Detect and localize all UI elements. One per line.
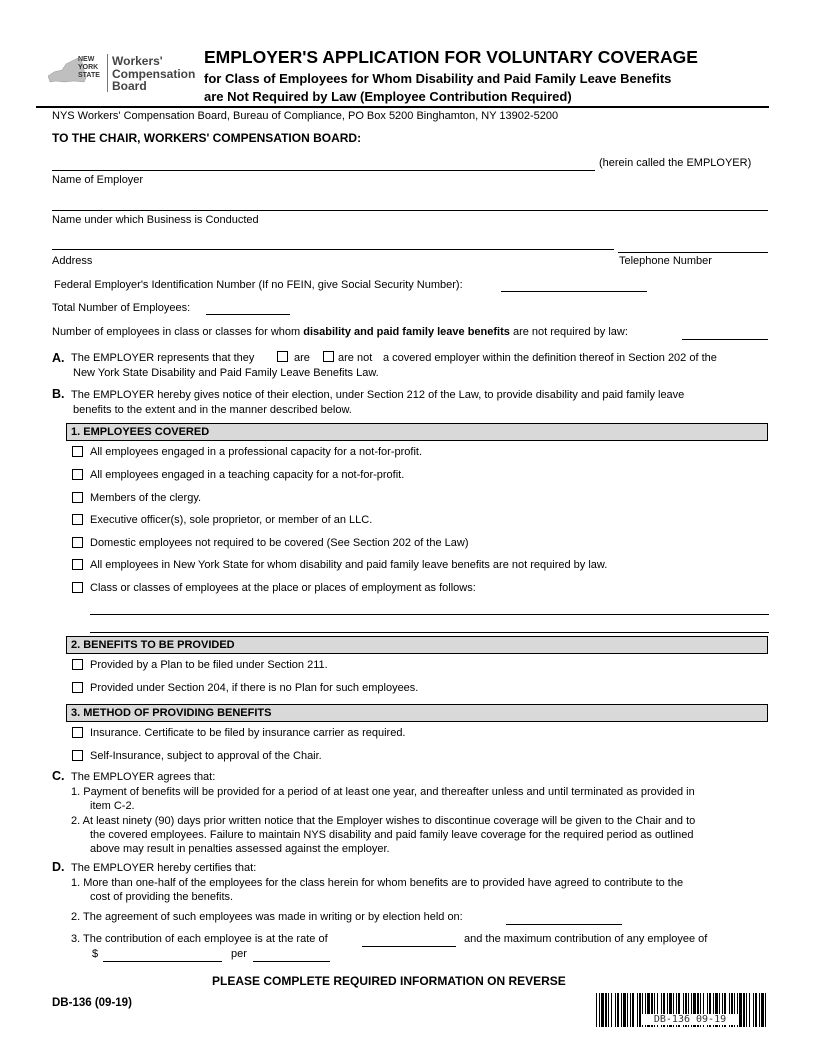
per-period-input[interactable] xyxy=(253,961,330,962)
class-description-line-1[interactable] xyxy=(90,614,769,615)
section-c-item-2-l3: above may result in penalties assessed against the employer. xyxy=(90,843,390,855)
barcode-label: DB-136 09-19 xyxy=(642,1014,738,1025)
section-c-item-1-l1: 1. Payment of benefits will be provided for a period of at least one year, and thereafter unless and until terminated as provided in xyxy=(71,786,695,798)
fein-label: Federal Employer's Identification Number (If no FEIN, give Social Security Number): xyxy=(54,279,463,291)
section-a-text-3: New York State Disability and Paid Family Leave Benefits Law. xyxy=(73,367,379,379)
method-option-1: Insurance. Certificate to be filed by insurance carrier as required. xyxy=(90,727,406,739)
section-d-item-3-post: and the maximum contribution of any employee of xyxy=(464,933,708,945)
covered-option-5: Domestic employees not required to be covered (See Section 202 of the Law) xyxy=(90,537,469,549)
section-c-intro: The EMPLOYER agrees that: xyxy=(71,771,216,783)
covered-option-6: All employees in New York State for whom disability and paid family leave benefits are not required by law. xyxy=(90,559,608,571)
reverse-notice: PLEASE COMPLETE REQUIRED INFORMATION ON REVERSE xyxy=(212,974,566,988)
agency-line-2: Compensation xyxy=(112,66,196,81)
fein-input[interactable] xyxy=(501,291,647,292)
section-d-item-1-l1: 1. More than one-half of the employees for the class herein for whom benefits are to provided have agreed to contribute to the xyxy=(71,877,684,889)
form-id: DB-136 (09-19) xyxy=(52,997,132,1009)
class-description-line-2[interactable] xyxy=(90,632,769,633)
section-c-letter: C. xyxy=(52,769,65,783)
employer-name-input[interactable] xyxy=(52,170,595,171)
herein-label: (herein called the EMPLOYER) xyxy=(599,157,752,169)
covered-checkbox-4[interactable] xyxy=(72,514,83,525)
total-employees-input[interactable] xyxy=(206,314,290,315)
agency-line-1: Workers' xyxy=(112,54,163,68)
section-c-item-2-l2: the covered employees. Failure to maintain NYS disability and paid family leave coverage for the required period as outlined xyxy=(90,829,694,841)
covered-option-1: All employees engaged in a professional capacity for a not-for-profit. xyxy=(90,446,423,458)
contribution-rate-input[interactable] xyxy=(362,946,456,947)
covered-checkbox-1[interactable] xyxy=(72,446,83,457)
address-label: Address xyxy=(52,255,93,267)
are-label: are xyxy=(294,352,310,364)
are-not-label: are not xyxy=(338,352,373,364)
logo-divider xyxy=(107,54,108,92)
agency-name xyxy=(112,55,195,93)
telephone-label: Telephone Number xyxy=(619,255,712,267)
class-employees-text-2: are not required by law: xyxy=(509,326,628,338)
are-not-checkbox[interactable] xyxy=(323,351,334,362)
form-subtitle-2: are Not Required by Law (Employee Contribution Required) xyxy=(204,89,572,104)
section-d-letter: D. xyxy=(52,860,65,874)
section-a-text-2: a covered employer within the definition thereof in Section 202 of the xyxy=(383,352,717,364)
method-checkbox-1[interactable] xyxy=(72,727,83,738)
header-rule xyxy=(36,106,769,108)
covered-option-3: Members of the clergy. xyxy=(90,492,202,504)
form-title: EMPLOYER'S APPLICATION FOR VOLUNTARY COVERAGE xyxy=(204,47,698,67)
covered-checkbox-3[interactable] xyxy=(72,492,83,503)
class-employees-label xyxy=(52,326,628,338)
are-checkbox[interactable] xyxy=(277,351,288,362)
section-b-letter: B. xyxy=(52,387,65,401)
logo-state-text: NEW YORK STATE xyxy=(78,56,100,79)
form-subtitle-1: for Class of Employees for Whom Disability and Paid Family Leave Benefits xyxy=(204,71,672,86)
covered-option-2: All employees engaged in a teaching capacity for a not-for-profit. xyxy=(90,469,405,481)
section-d-item-3-pre: 3. The contribution of each employee is at the rate of xyxy=(71,933,328,945)
section-b-text-2: benefits to the extent and in the manner described below. xyxy=(73,404,352,416)
agency-line-3: Board xyxy=(112,79,147,93)
covered-checkbox-2[interactable] xyxy=(72,469,83,480)
section-a-letter: A. xyxy=(52,351,65,365)
section-d-item-1-l2: cost of providing the benefits. xyxy=(90,891,234,903)
covered-checkbox-6[interactable] xyxy=(72,559,83,570)
section-d-item-2: 2. The agreement of such employees was made in writing or by election held on: xyxy=(71,911,463,923)
method-heading: 3. METHOD OF PROVIDING BENEFITS xyxy=(66,704,768,722)
to-chair-line: TO THE CHAIR, WORKERS' COMPENSATION BOARD: xyxy=(52,131,362,145)
class-employees-text-bold: disability and paid family leave benefits xyxy=(303,326,510,338)
benefits-checkbox-1[interactable] xyxy=(72,659,83,670)
class-employees-text-1: Number of employees in class or classes for whom xyxy=(52,326,304,338)
total-employees-label: Total Number of Employees: xyxy=(52,302,191,314)
board-address: NYS Workers' Compensation Board, Bureau of Compliance, PO Box 5200 Binghamton, NY 13902-5200 xyxy=(52,110,559,122)
covered-checkbox-7[interactable] xyxy=(72,582,83,593)
covered-option-4: Executive officer(s), sole proprietor, or member of an LLC. xyxy=(90,514,373,526)
business-name-label: Name under which Business is Conducted xyxy=(52,214,259,226)
benefits-heading: 2. BENEFITS TO BE PROVIDED xyxy=(66,636,768,654)
election-date-input[interactable] xyxy=(506,924,622,925)
section-c-item-2-l1: 2. At least ninety (90) days prior written notice that the Employer wishes to discontinue coverage will be given to the Chair and to xyxy=(71,815,696,827)
employees-covered-heading: 1. EMPLOYEES COVERED xyxy=(66,423,768,441)
method-option-2: Self-Insurance, subject to approval of the Chair. xyxy=(90,750,322,762)
covered-option-7: Class or classes of employees at the place or places of employment as follows: xyxy=(90,582,476,594)
method-checkbox-2[interactable] xyxy=(72,750,83,761)
telephone-input[interactable] xyxy=(618,252,768,253)
section-c-item-1-l2: item C-2. xyxy=(90,800,135,812)
section-d-intro: The EMPLOYER hereby certifies that: xyxy=(71,862,257,874)
covered-checkbox-5[interactable] xyxy=(72,537,83,548)
class-employees-input[interactable] xyxy=(682,339,768,340)
benefits-option-1: Provided by a Plan to be filed under Section 211. xyxy=(90,659,328,671)
per-label: per xyxy=(231,948,247,960)
dollar-sign: $ xyxy=(92,948,99,960)
max-contribution-input[interactable] xyxy=(103,961,222,962)
section-a-text-1: The EMPLOYER represents that they xyxy=(71,352,255,364)
address-input[interactable] xyxy=(52,249,614,250)
business-name-input[interactable] xyxy=(52,210,768,211)
section-b-text-1: The EMPLOYER hereby gives notice of their election, under Section 212 of the Law, to provide disability and paid family leave xyxy=(71,389,685,401)
benefits-option-2: Provided under Section 204, if there is no Plan for such employees. xyxy=(90,682,419,694)
employer-name-label: Name of Employer xyxy=(52,174,144,186)
benefits-checkbox-2[interactable] xyxy=(72,682,83,693)
